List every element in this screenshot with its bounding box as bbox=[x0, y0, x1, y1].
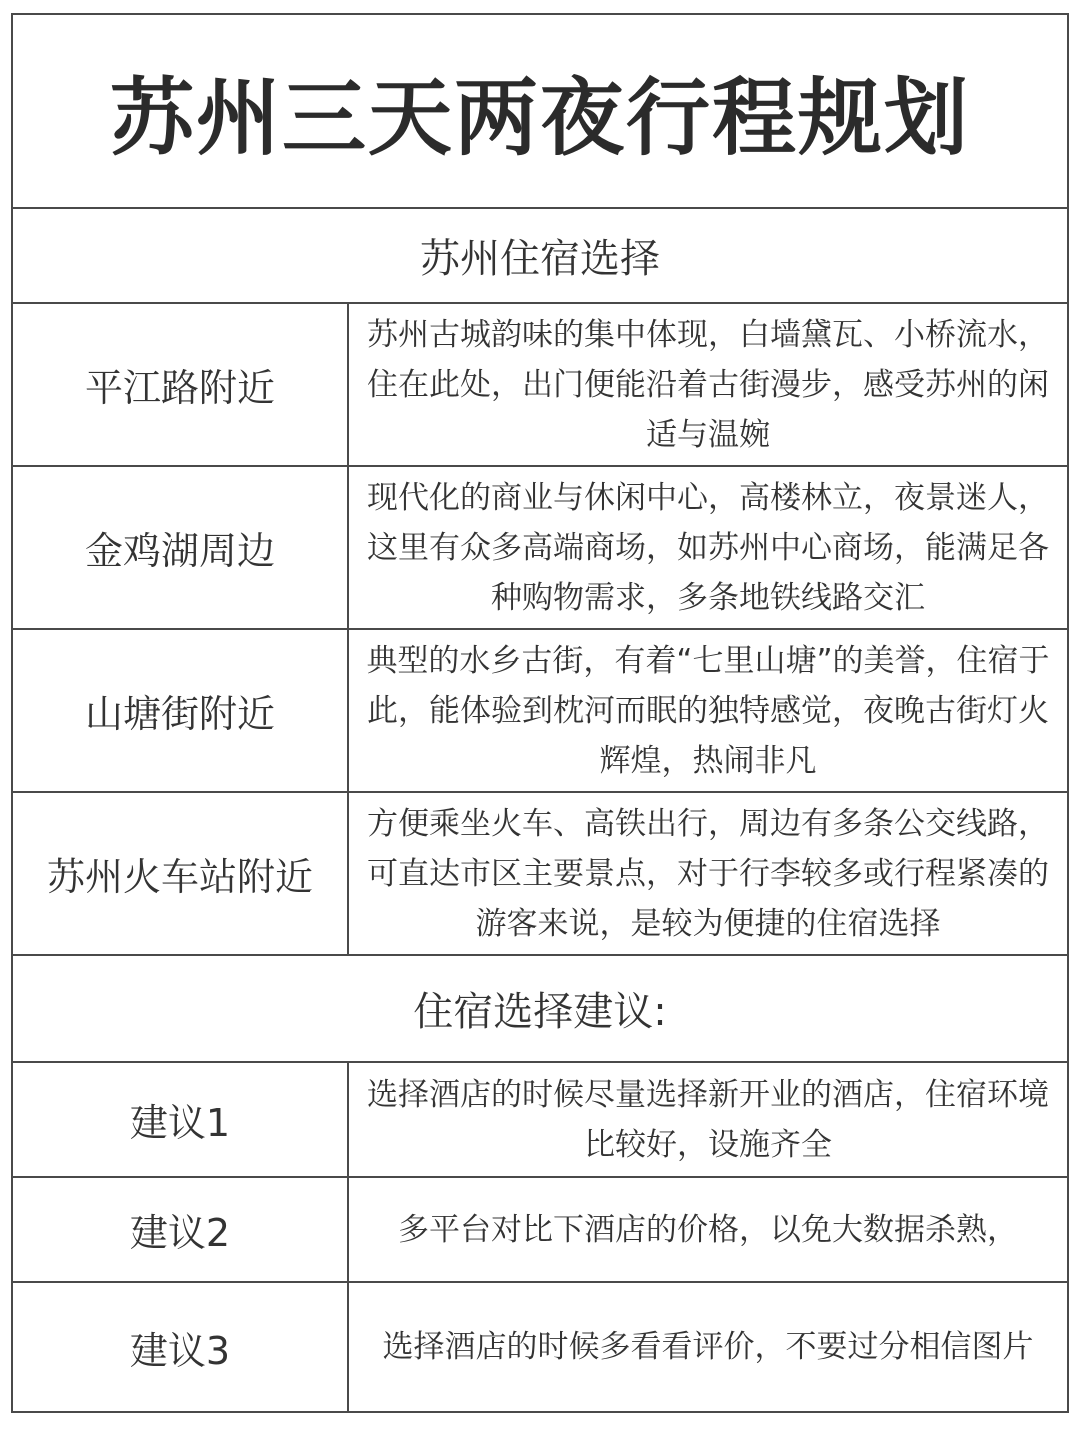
suggestions-section-header bbox=[13, 954, 1067, 1061]
suggestions-heading: 住宿选择建议: bbox=[413, 989, 667, 1035]
area-description: 苏州古城韵味的集中体现，白墙黛瓦、小桥流水，住在此处，出门便能沿着古街漫步，感受苏州的闲适与温婉 bbox=[367, 316, 1049, 453]
area-name: 平江路附近 bbox=[13, 304, 349, 465]
suggestion-text: 选择酒店的时候多看看评价，不要过分相信图片 bbox=[382, 1329, 1034, 1365]
suggestion-text: 多平台对比下酒店的价格，以免大数据杀熟， bbox=[398, 1211, 1018, 1248]
area-description: 方便乘坐火车、高铁出行，周边有多条公交线路，可直达市区主要景点，对于行李较多或行程紧凑的游客来说，是较为便捷的住宿选择 bbox=[367, 805, 1049, 942]
suggestion-label: 建议2 bbox=[13, 1178, 349, 1281]
suggestion-label: 建议1 bbox=[13, 1063, 349, 1176]
accommodation-heading: 苏州住宿选择 bbox=[420, 236, 660, 282]
area-row bbox=[13, 465, 1067, 628]
area-description: 典型的水乡古街，有着“七里山塘”的美誉，住宿于此，能体验到枕河而眠的独特感觉，夜晚古街灯火辉煌，热闹非凡 bbox=[366, 642, 1050, 779]
suggestion-row bbox=[13, 1061, 1067, 1176]
suggestion-row bbox=[13, 1176, 1067, 1281]
accommodation-section-header bbox=[13, 207, 1067, 302]
suggestion-row bbox=[13, 1281, 1067, 1411]
area-name: 金鸡湖周边 bbox=[13, 467, 349, 628]
area-row bbox=[13, 791, 1067, 954]
title-row bbox=[13, 15, 1067, 207]
area-description: 现代化的商业与休闲中心，高楼林立，夜景迷人，这里有众多高端商场，如苏州中心商场，能满足各种购物需求，多条地铁线路交汇 bbox=[367, 479, 1049, 616]
area-name: 苏州火车站附近 bbox=[13, 793, 349, 954]
area-row bbox=[13, 628, 1067, 791]
suggestion-text: 选择酒店的时候尽量选择新开业的酒店，住宿环境比较好，设施齐全 bbox=[367, 1076, 1049, 1163]
area-row bbox=[13, 302, 1067, 465]
page-title: 苏州三天两夜行程规划 bbox=[109, 68, 970, 167]
suggestion-label: 建议3 bbox=[13, 1283, 349, 1411]
area-name: 山塘街附近 bbox=[13, 630, 349, 791]
itinerary-table bbox=[11, 13, 1069, 1413]
